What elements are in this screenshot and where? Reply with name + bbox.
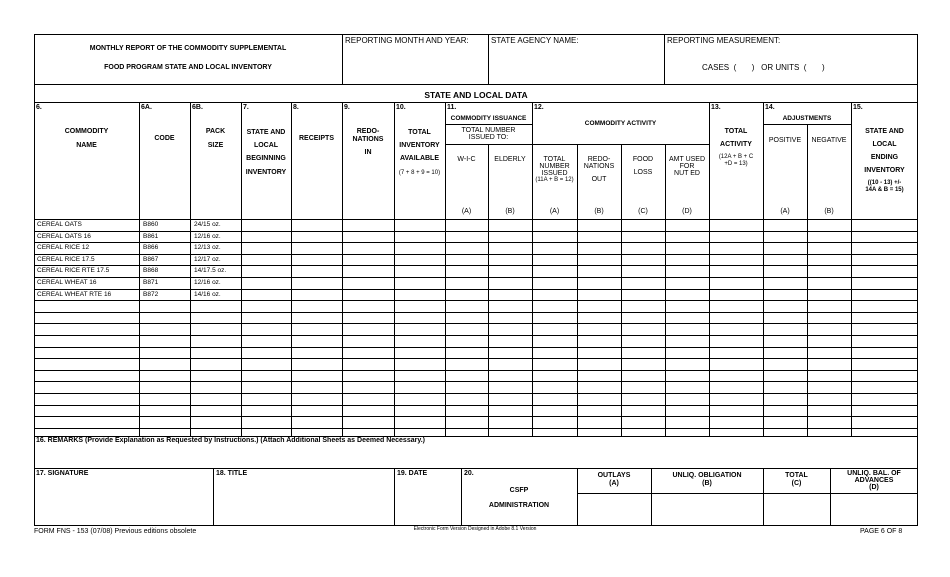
commodity-name-cell: CEREAL OATS 16 — [37, 232, 91, 240]
col-12d-label-2: FOR — [679, 163, 695, 170]
form-id: FORM FNS - 153 (07/08) Previous editions obsolete — [34, 528, 197, 535]
col-11a-label: W-I-C — [457, 156, 476, 163]
sub-label-12d: (D) — [682, 208, 692, 215]
sub-label-14b: (B) — [824, 208, 834, 215]
administration-label: ADMINISTRATION — [488, 502, 550, 509]
code-cell: B872 — [143, 290, 159, 298]
col-15-label-3: ENDING — [870, 154, 899, 161]
code-cell: B871 — [143, 279, 159, 286]
col-6a-label: CODE — [154, 135, 175, 142]
col-7-label-4: INVENTORY — [245, 169, 287, 176]
table-row[interactable] — [35, 301, 917, 312]
col-9-label-2: NATIONS — [352, 136, 384, 143]
section-title: STATE AND LOCAL DATA — [424, 90, 528, 100]
total-field[interactable] — [764, 494, 829, 525]
col-10-number: 10. — [396, 104, 406, 111]
code-cell: B867 — [143, 255, 159, 263]
commodity-name-cell: CEREAL RICE 17.5 — [37, 255, 95, 263]
item-20-number: 20. — [464, 470, 474, 477]
table-row[interactable] — [35, 324, 917, 335]
col-7-label-3: BEGINNING — [246, 155, 286, 162]
col-12c-label-1: FOOD — [632, 156, 654, 163]
page-number: PAGE 6 OF 8 — [860, 528, 903, 535]
table-row[interactable] — [35, 348, 917, 359]
col-6b-label-2: SIZE — [207, 142, 224, 149]
col-15-number: 15. — [853, 104, 863, 111]
col-11-number: 11. — [447, 104, 457, 111]
col-6a-number: 6A. — [141, 104, 152, 111]
sub-label-11a: (A) — [461, 208, 472, 215]
col-12d-label-3: NUT ED — [674, 170, 700, 177]
sub-label-14a: (A) — [780, 208, 790, 215]
divider — [445, 144, 709, 145]
pack-size-cell: 24/15 oz. — [194, 221, 221, 228]
unliq-bal-label-2: ADVANCES — [854, 477, 894, 484]
table-row[interactable] — [35, 278, 917, 289]
col-7-number: 7. — [243, 104, 249, 111]
col-9-label-1: REDO- — [356, 128, 380, 135]
commodity-name-cell: CEREAL OATS — [37, 221, 82, 228]
pack-size-cell: 12/16 oz. — [194, 232, 221, 240]
remarks-label: 16. REMARKS (Provide Explanation as Requested by Instructions.) (Attach Additional Sheets as Deemed Necessary.) — [36, 437, 425, 444]
divider — [34, 468, 918, 469]
title-field[interactable] — [214, 480, 393, 525]
unliq-obligation-field[interactable] — [652, 494, 762, 525]
col-13-formula-2: +D = 13) — [724, 161, 748, 167]
commodity-name-cell: CEREAL RICE RTE 17.5 — [37, 267, 110, 275]
total-sub: (C) — [791, 480, 802, 487]
col-13-formula-1: (12A + B + C — [718, 154, 754, 160]
table-row[interactable] — [35, 359, 917, 370]
unliq-bal-field[interactable] — [831, 494, 917, 525]
col-8-number: 8. — [293, 104, 299, 111]
col-10-formula: (7 + 8 + 9 = 10) — [398, 170, 441, 176]
unliq-obligation-sub: (B) — [702, 480, 712, 487]
divider — [461, 468, 462, 526]
col-9-label-3: IN — [364, 149, 372, 156]
commodity-name-cell: CEREAL RICE 12 — [37, 244, 90, 252]
divider — [34, 84, 918, 85]
col-10-label-3: AVAILABLE — [399, 155, 440, 162]
col-6b-number: 6B. — [192, 104, 203, 111]
outlays-sub: (A) — [609, 480, 619, 487]
col-12a-label-3: ISSUED — [541, 170, 568, 177]
col-9-number: 9. — [344, 104, 350, 111]
signature-label: 17. SIGNATURE — [36, 470, 89, 477]
col-13-number: 13. — [711, 104, 721, 111]
reporting-month-field[interactable] — [343, 47, 487, 83]
sub-label-12a: (A) — [549, 208, 560, 215]
col-12a-label-2: NUMBER — [539, 163, 570, 170]
pack-size-cell: 14/16 oz. — [194, 290, 221, 298]
col-15-formula-2: 14A & B = 15) — [865, 187, 904, 193]
col-15-formula-1: ((10 - 13) +/- — [867, 180, 902, 186]
unliq-bal-label-1: UNLIQ. BAL. OF — [847, 470, 901, 477]
col-12b-label-3: OUT — [591, 176, 607, 183]
col-12b-label-2: NATIONS — [583, 163, 615, 170]
col-15-label-2: LOCAL — [872, 141, 897, 148]
cases-units-option[interactable]: CASES ( ) OR UNITS ( ) — [702, 63, 825, 72]
signature-field[interactable] — [35, 480, 212, 525]
table-row[interactable] — [35, 313, 917, 324]
col-12a-formula: (11A + B = 12) — [535, 177, 574, 183]
divider — [664, 34, 665, 84]
code-cell: B868 — [143, 267, 159, 275]
col-7-label-1: STATE AND — [246, 129, 286, 136]
date-label: 19. DATE — [397, 470, 428, 477]
table-row[interactable] — [35, 406, 917, 417]
unliq-bal-sub: (D) — [869, 484, 879, 491]
col-12b-label-1: REDO- — [587, 156, 611, 163]
col-7-label-2: LOCAL — [253, 142, 279, 149]
divider — [34, 102, 918, 103]
col-8-label: RECEIPTS — [298, 135, 334, 142]
divider — [445, 124, 532, 125]
table-row[interactable] — [35, 382, 917, 393]
col-11b-label: ELDERLY — [494, 156, 526, 163]
table-row[interactable] — [35, 266, 917, 277]
title-label: 18. TITLE — [216, 470, 248, 477]
total-label: TOTAL — [785, 472, 808, 479]
unliq-obligation-label: UNLIQ. OBLIGATION — [672, 472, 742, 479]
code-cell: B860 — [143, 221, 159, 228]
col-6-number: 6. — [36, 104, 42, 111]
col-6-label-1: COMMODITY — [64, 128, 109, 135]
code-cell: B866 — [143, 244, 159, 252]
col-13-label-1: TOTAL — [724, 128, 748, 135]
electronic-version-note: Electronic Form Version Designed in Adobe 8.1 Version — [413, 526, 537, 532]
table-row[interactable] — [35, 255, 917, 266]
col-6-label-2: NAME — [76, 142, 97, 149]
col-15-label-1: STATE AND — [865, 128, 904, 135]
table-row[interactable] — [35, 290, 917, 301]
col-12a-label-1: TOTAL — [543, 156, 566, 163]
col-15-label-4: INVENTORY — [864, 167, 905, 174]
col-11-title: COMMODITY ISSUANCE — [450, 115, 527, 122]
col-14-title: ADJUSTMENTS — [782, 115, 832, 122]
sub-label-11b: (B) — [505, 208, 515, 215]
col-14-number: 14. — [765, 104, 775, 111]
pack-size-cell: 14/17.5 oz. — [194, 267, 227, 275]
divider — [763, 124, 851, 125]
pack-size-cell: 12/13 oz. — [194, 244, 221, 252]
table-row[interactable] — [35, 232, 917, 243]
col-10-label-1: TOTAL — [408, 129, 431, 136]
state-agency-label: STATE AGENCY NAME: — [491, 36, 579, 45]
remarks-field[interactable] — [35, 447, 917, 467]
table-row[interactable] — [35, 394, 917, 405]
form-title-line2: FOOD PROGRAM STATE AND LOCAL INVENTORY — [104, 64, 272, 71]
commodity-name-cell: CEREAL WHEAT RTE 16 — [37, 290, 112, 298]
sub-label-12c: (C) — [638, 208, 648, 215]
col-11-label-1: TOTAL NUMBER — [461, 127, 516, 134]
outlays-field[interactable] — [578, 494, 650, 525]
reporting-month-label: REPORTING MONTH AND YEAR: — [345, 36, 469, 45]
date-field[interactable] — [395, 480, 460, 525]
outlays-label: OUTLAYS — [597, 472, 631, 479]
sub-label-12b: (B) — [594, 208, 604, 215]
col-12c-label-2: LOSS — [633, 169, 653, 176]
col-10-label-2: INVENTORY — [399, 142, 440, 149]
col-6b-label-1: PACK — [205, 128, 226, 135]
col-11-label-2: ISSUED TO: — [468, 134, 509, 141]
reporting-measurement-label: REPORTING MEASUREMENT: — [667, 36, 781, 45]
commodity-name-cell: CEREAL WHEAT 16 — [37, 279, 97, 286]
col-14b-label: NEGATIVE — [811, 137, 847, 144]
csfp-label: CSFP — [509, 487, 529, 494]
code-cell: B861 — [143, 232, 159, 240]
pack-size-cell: 12/16 oz. — [194, 279, 221, 286]
form-title-line1: MONTHLY REPORT OF THE COMMODITY SUPPLEMENTAL — [89, 45, 287, 52]
pack-size-cell: 12/17 oz. — [194, 255, 221, 263]
col-13-label-2: ACTIVITY — [720, 141, 752, 148]
table-row[interactable] — [35, 336, 917, 347]
col-12-title: COMMODITY ACTIVITY — [584, 120, 657, 127]
col-12d-label-1: AMT USED — [668, 156, 706, 163]
col-14a-label: POSITIVE — [768, 137, 802, 144]
table-row[interactable] — [35, 371, 917, 382]
table-row[interactable] — [35, 417, 917, 428]
state-agency-field[interactable] — [489, 47, 663, 83]
col-12-number: 12. — [534, 104, 544, 111]
table-row[interactable] — [35, 220, 917, 231]
table-row[interactable] — [35, 243, 917, 254]
